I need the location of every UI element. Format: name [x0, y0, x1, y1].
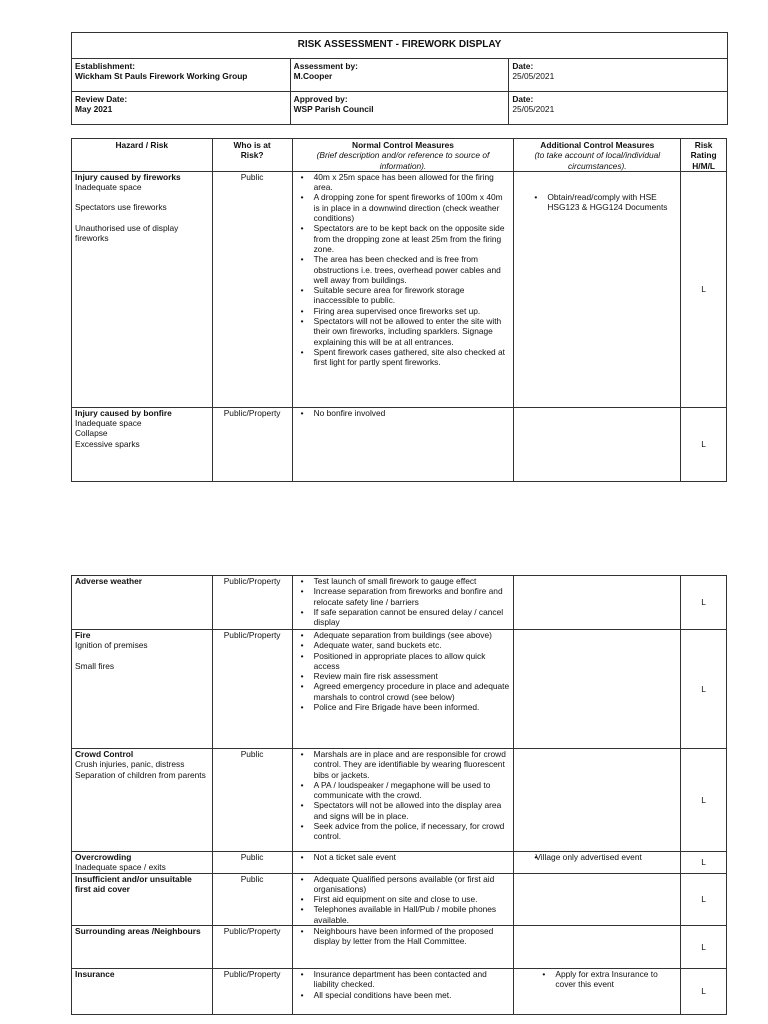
date-value: 25/05/2021: [512, 104, 555, 115]
risk-rating-cell: L: [681, 749, 727, 852]
control-measure-item: • First aid equipment on site and close to use.: [296, 894, 511, 904]
column-header-risk-rating: Risk Rating H/M/L: [681, 139, 727, 172]
risk-row-overcrowding: [72, 852, 727, 874]
who-at-risk-cell: Public/Property: [212, 630, 292, 749]
review-date-cell: [72, 92, 291, 125]
hazard-cell: [72, 749, 213, 852]
date-value: 25/05/2021: [512, 71, 555, 82]
hazard-detail: [75, 192, 209, 202]
hazard-detail: Inadequate space: [75, 182, 142, 193]
normal-controls-cell: [292, 926, 514, 969]
assessment-by-cell: [290, 59, 509, 92]
control-measure-item: • Test launch of small firework to gauge effect: [296, 576, 511, 586]
risk-row-injury-caused-by-fireworks: [72, 171, 727, 407]
who-at-risk-cell: Public/Property: [212, 407, 292, 481]
hazard-title: Crowd Control: [75, 749, 134, 759]
control-measure-item: • The area has been checked and is free from obstructions i.e. trees, overhead power cables and well away from buildings.: [296, 254, 511, 285]
who-at-risk-cell: Public/Property: [212, 576, 292, 630]
who-at-risk-cell: Public: [212, 749, 292, 852]
hazard-detail: Ignition of premises: [75, 640, 148, 651]
date-cell: [509, 92, 728, 125]
control-measure-item: • A PA / loudspeaker / megaphone will be used to communicate with the crowd.: [296, 780, 511, 801]
additional-controls-cell: [514, 926, 681, 969]
control-measure-item: • Firing area supervised once fireworks set up.: [296, 306, 511, 316]
hazard-detail: Crush injuries, panic, distress: [75, 759, 185, 770]
risk-row-surrounding-areas-neighbours: [72, 926, 727, 969]
hazard-detail: Collapse: [75, 428, 108, 439]
normal-controls-list: [296, 969, 511, 1000]
additional-measure-item: • Apply for extra Insurance to cover this event: [525, 969, 677, 990]
additional-controls-list: [517, 969, 677, 990]
review-date-label: Review Date:: [75, 94, 128, 104]
column-header-hazard: Hazard / Risk: [72, 139, 213, 172]
control-measure-item: • Telephones available in Hall/Pub / mobile phones available.: [296, 904, 511, 925]
hazard-cell: [72, 630, 213, 749]
establishment-value: Wickham St Pauls Firework Working Group: [75, 71, 248, 82]
column-header-who: Who is at Risk?: [212, 139, 292, 172]
who-at-risk-cell: Public/Property: [212, 969, 292, 1015]
control-measure-item: • Spectators are to be kept back on the opposite side from the dropping zone at least 25m from the firing zone.: [296, 223, 511, 254]
normal-controls-list: [296, 408, 511, 418]
hazard-detail: Inadequate space / exits: [75, 862, 166, 873]
approved-by-cell: [290, 92, 509, 125]
normal-controls-cell: [292, 852, 514, 874]
date-label: Date:: [512, 94, 534, 104]
approved-by-label: Approved by:: [293, 94, 348, 104]
risk-rating-cell: L: [681, 407, 727, 481]
who-at-risk-cell: Public: [212, 171, 292, 407]
normal-controls-list: [296, 576, 511, 627]
hazard-detail: Inadequate space: [75, 418, 142, 429]
hazard-title: Injury caused by bonfire: [75, 407, 172, 418]
normal-controls-cell: [292, 630, 514, 749]
control-measure-item: • Review main fire risk assessment: [296, 671, 511, 681]
risk-rating-cell: L: [681, 576, 727, 630]
additional-measure-item: • Village only advertised event: [517, 852, 677, 862]
additional-controls-cell: [514, 852, 681, 874]
control-measure-item: • Agreed emergency procedure in place and adequate marshals to control crowd (see below): [296, 681, 511, 702]
risk-rating-cell: L: [681, 852, 727, 874]
control-measure-item: • Adequate Qualified persons available (or first aid organisations): [296, 874, 511, 895]
document-title: RISK ASSESSMENT - FIREWORK DISPLAY: [72, 33, 728, 59]
risk-row-insurance: [72, 969, 727, 1015]
date-label: Date:: [512, 61, 534, 71]
hazard-cell: [72, 576, 213, 630]
control-measure-item: • Positioned in appropriate places to allow quick access: [296, 651, 511, 672]
hazard-detail: [75, 213, 209, 223]
control-measure-item: • Neighbours have been informed of the proposed display by letter from the Hall Committee.: [296, 926, 511, 947]
additional-controls-cell: [514, 171, 681, 407]
additional-measure-item: • Obtain/read/comply with HSE HSG123 & HGG124 Documents: [517, 192, 677, 213]
risk-table-page-1: [71, 138, 727, 482]
establishment-cell: [72, 59, 291, 92]
hazard-title: Adverse weather: [75, 576, 143, 586]
risk-row-adverse-weather: [72, 576, 727, 630]
hazard-title: Overcrowding: [75, 852, 132, 862]
review-date-value: May 2021: [75, 104, 113, 115]
risk-row-fire: [72, 630, 727, 749]
normal-controls-cell: [292, 171, 514, 407]
additional-controls-list: [517, 852, 677, 862]
additional-controls-cell: [514, 749, 681, 852]
control-measure-item: • Spectators will not be allowed into the display area and signs will be in place.: [296, 800, 511, 821]
control-measure-item: • Spectators will not be allowed to enter the site with their own fireworks, including sparklers. Signage explaining this will be at all entrances.: [296, 316, 511, 347]
risk-rating-cell: L: [681, 969, 727, 1015]
additional-controls-cell: [514, 873, 681, 925]
control-measure-item: • Police and Fire Brigade have been informed.: [296, 702, 511, 712]
establishment-label: Establishment:: [75, 61, 136, 71]
hazard-detail: Excessive sparks: [75, 438, 140, 449]
hazard-title: Insufficient and/or unsuitable first aid cover: [75, 873, 192, 894]
control-measure-item: • Suitable secure area for firework storage inaccessible to public.: [296, 285, 511, 306]
control-measure-item: • Increase separation from fireworks and bonfire and relocate safety line / barriers: [296, 586, 511, 607]
risk-table-page-2: [71, 575, 727, 1015]
control-measure-item: • All special conditions have been met.: [296, 990, 511, 1000]
column-header-normal-controls: Normal Control Measures (Brief description and/or reference to source of information).: [292, 139, 514, 172]
additional-controls-cell: [514, 969, 681, 1015]
hazard-cell: [72, 926, 213, 969]
normal-controls-cell: [292, 873, 514, 925]
hazard-title: Injury caused by fireworks: [75, 171, 181, 182]
normal-controls-cell: [292, 407, 514, 481]
who-at-risk-cell: Public: [212, 852, 292, 874]
hazard-detail: Small fires: [75, 660, 115, 671]
control-measure-item: • Spent firework cases gathered, site also checked at first light for partly spent fireworks.: [296, 347, 511, 368]
risk-row-crowd-control: [72, 749, 727, 852]
who-at-risk-cell: Public: [212, 873, 292, 925]
risk-row-injury-caused-by-bonfire: [72, 407, 727, 481]
hazard-cell: [72, 873, 213, 925]
normal-controls-list: [296, 852, 511, 862]
normal-controls-list: [296, 172, 511, 368]
hazard-cell: [72, 407, 213, 481]
control-measure-item: • Adequate water, sand buckets etc.: [296, 640, 511, 650]
additional-controls-cell: [514, 576, 681, 630]
additional-controls-list: [517, 192, 677, 213]
hazard-cell: [72, 171, 213, 407]
who-at-risk-cell: Public/Property: [212, 926, 292, 969]
column-header-additional-controls: Additional Control Measures (to take account of local/individual circumstances).: [514, 139, 681, 172]
hazard-title: Fire: [75, 630, 91, 640]
additional-controls-cell: [514, 630, 681, 749]
date-cell: [509, 59, 728, 92]
assessment-by-label: Assessment by:: [293, 61, 358, 71]
risk-rating-cell: L: [681, 171, 727, 407]
hazard-detail: Spectators use fireworks: [75, 202, 167, 213]
hazard-title: Surrounding areas /Neighbours: [75, 926, 201, 937]
control-measure-item: • No bonfire involved: [296, 408, 511, 418]
normal-controls-cell: [292, 576, 514, 630]
hazard-detail: Unauthorised use of display fireworks: [75, 222, 179, 244]
control-measure-item: • Insurance department has been contacted and liability checked.: [296, 969, 511, 990]
normal-controls-list: [296, 630, 511, 712]
risk-rating-cell: L: [681, 630, 727, 749]
risk-row-insufficient-and-or-unsuitable-first-aid-cover: [72, 873, 727, 925]
control-measure-item: • Marshals are in place and are responsible for crowd control. They are identifiable by wearing fluorescent bibs or jackets.: [296, 749, 511, 780]
column-header-row: [72, 139, 727, 172]
control-measure-item: • Not a ticket sale event: [296, 852, 511, 862]
additional-controls-cell: [514, 407, 681, 481]
control-measure-item: • Adequate separation from buildings (see above): [296, 630, 511, 640]
control-measure-item: • If safe separation cannot be ensured delay / cancel display: [296, 607, 511, 628]
risk-rating-cell: L: [681, 926, 727, 969]
control-measure-item: • A dropping zone for spent fireworks of 100m x 40m is in place in a downwind direction (check weather conditions): [296, 192, 511, 223]
risk-rating-cell: L: [681, 873, 727, 925]
control-measure-item: • 40m x 25m space has been allowed for the firing area.: [296, 172, 511, 193]
assessment-by-value: M.Cooper: [293, 71, 333, 82]
hazard-cell: [72, 969, 213, 1015]
normal-controls-cell: [292, 749, 514, 852]
control-measure-item: • Seek advice from the police, if necessary, for crowd control.: [296, 821, 511, 842]
normal-controls-cell: [292, 969, 514, 1015]
hazard-detail: [75, 651, 209, 661]
hazard-title: Insurance: [75, 969, 115, 980]
assessment-header-table: [71, 32, 728, 125]
hazard-detail: Separation of children from parents: [75, 769, 206, 780]
normal-controls-list: [296, 926, 511, 947]
approved-by-value: WSP Parish Council: [293, 104, 374, 115]
normal-controls-list: [296, 874, 511, 925]
hazard-cell: [72, 852, 213, 874]
normal-controls-list: [296, 749, 511, 842]
